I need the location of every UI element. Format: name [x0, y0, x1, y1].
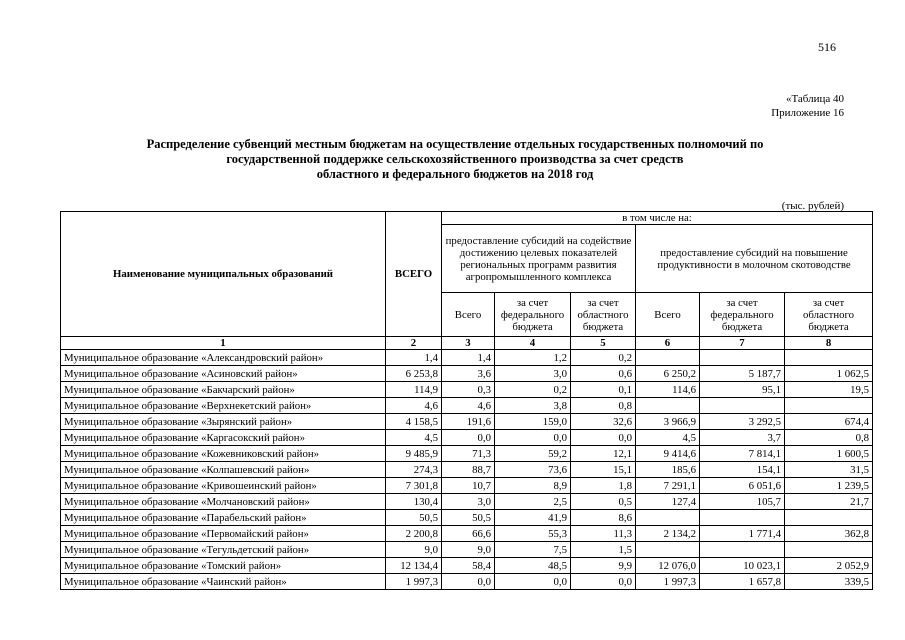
- group2-total-header: Всего: [636, 293, 700, 337]
- table-row: [61, 398, 873, 414]
- table-reference: «Таблица 40: [785, 93, 844, 105]
- value-cell: 55,3: [495, 526, 571, 542]
- municipality-name-cell: Муниципальное образование «Александровский район»: [61, 350, 386, 366]
- municipality-name-cell: Муниципальное образование «Молчановский район»: [61, 494, 386, 510]
- municipality-name-cell: Муниципальное образование «Первомайский район»: [61, 526, 386, 542]
- value-cell: 3,8: [495, 398, 571, 414]
- table-row: [61, 574, 873, 590]
- value-cell: 73,6: [495, 462, 571, 478]
- subvention-table: [60, 211, 873, 590]
- value-cell: 159,0: [495, 414, 571, 430]
- value-cell: 32,6: [571, 414, 636, 430]
- value-cell: [700, 350, 785, 366]
- value-cell: 3 966,9: [636, 414, 700, 430]
- title-line-1: Распределение субвенций местным бюджетам на осуществление отдельных государственных полномочий по: [146, 137, 764, 151]
- value-cell: 0,8: [785, 430, 873, 446]
- value-cell: 0,6: [571, 366, 636, 382]
- table-row: [61, 414, 873, 430]
- value-cell: 7 291,1: [636, 478, 700, 494]
- title-line-2: государственной поддержке сельскохозяйственного производства за счет средств: [226, 152, 684, 166]
- municipality-name-cell: Муниципальное образование «Тегульдетский район»: [61, 542, 386, 558]
- value-cell: 10 023,1: [700, 558, 785, 574]
- value-cell: 5 187,7: [700, 366, 785, 382]
- value-cell: 71,3: [442, 446, 495, 462]
- page-number: 516: [818, 40, 836, 54]
- group-dairy-header: предоставление субсидий на повышение продуктивности в молочном скотоводстве: [636, 225, 873, 293]
- value-cell: 58,4: [442, 558, 495, 574]
- group-agro-header: предоставление субсидий на содействие достижению целевых показателей региональных программ развития агропромышленного комплекса: [442, 225, 636, 293]
- municipality-name-cell: Муниципальное образование «Каргасокский район»: [61, 430, 386, 446]
- group1-regional-header: за счет областного бюджета: [571, 293, 636, 337]
- column-number: 7: [700, 337, 785, 350]
- value-cell: 4,6: [386, 398, 442, 414]
- appendix-block: [771, 92, 844, 120]
- value-cell: [636, 542, 700, 558]
- value-cell: 6 051,6: [700, 478, 785, 494]
- value-cell: 7 301,8: [386, 478, 442, 494]
- value-cell: 130,4: [386, 494, 442, 510]
- value-cell: 12,1: [571, 446, 636, 462]
- document-title: [60, 137, 850, 182]
- table-row: [61, 526, 873, 542]
- value-cell: 41,9: [495, 510, 571, 526]
- value-cell: 0,5: [571, 494, 636, 510]
- value-cell: [636, 350, 700, 366]
- value-cell: 4 158,5: [386, 414, 442, 430]
- value-cell: 3,0: [495, 366, 571, 382]
- column-number: 4: [495, 337, 571, 350]
- table-row: [61, 494, 873, 510]
- value-cell: 185,6: [636, 462, 700, 478]
- value-cell: 15,1: [571, 462, 636, 478]
- group1-federal-header: за счет федерального бюджета: [495, 293, 571, 337]
- column-number-row: [61, 337, 873, 350]
- municipality-name-cell: Муниципальное образование «Томский район»: [61, 558, 386, 574]
- value-cell: 3 292,5: [700, 414, 785, 430]
- value-cell: 274,3: [386, 462, 442, 478]
- title-line-3: областного и федерального бюджетов на 2018 год: [316, 167, 594, 181]
- value-cell: 95,1: [700, 382, 785, 398]
- value-cell: 8,9: [495, 478, 571, 494]
- value-cell: 12 076,0: [636, 558, 700, 574]
- value-cell: 114,6: [636, 382, 700, 398]
- value-cell: 0,1: [571, 382, 636, 398]
- value-cell: 7 814,1: [700, 446, 785, 462]
- value-cell: 4,5: [636, 430, 700, 446]
- total-column-header: ВСЕГО: [386, 212, 442, 337]
- value-cell: 12 134,4: [386, 558, 442, 574]
- value-cell: [700, 398, 785, 414]
- value-cell: 6 253,8: [386, 366, 442, 382]
- value-cell: 1,4: [386, 350, 442, 366]
- value-cell: 48,5: [495, 558, 571, 574]
- value-cell: 0,2: [495, 382, 571, 398]
- municipality-name-cell: Муниципальное образование «Зырянский район»: [61, 414, 386, 430]
- municipality-name-cell: Муниципальное образование «Колпашевский район»: [61, 462, 386, 478]
- value-cell: 1 062,5: [785, 366, 873, 382]
- value-cell: 7,5: [495, 542, 571, 558]
- group2-regional-header: за счет областного бюджета: [785, 293, 873, 337]
- value-cell: 0,0: [571, 574, 636, 590]
- value-cell: 105,7: [700, 494, 785, 510]
- value-cell: 1 657,8: [700, 574, 785, 590]
- value-cell: 9,0: [442, 542, 495, 558]
- value-cell: 1 600,5: [785, 446, 873, 462]
- value-cell: [785, 350, 873, 366]
- table-row: [61, 430, 873, 446]
- value-cell: 1,8: [571, 478, 636, 494]
- municipality-name-cell: Муниципальное образование «Парабельский район»: [61, 510, 386, 526]
- appendix-reference: Приложение 16: [771, 107, 844, 119]
- value-cell: 9 414,6: [636, 446, 700, 462]
- value-cell: 10,7: [442, 478, 495, 494]
- group2-federal-header: за счет федерального бюджета: [700, 293, 785, 337]
- value-cell: 1 239,5: [785, 478, 873, 494]
- column-number: 3: [442, 337, 495, 350]
- value-cell: 2 052,9: [785, 558, 873, 574]
- table-row: [61, 350, 873, 366]
- value-cell: 2 134,2: [636, 526, 700, 542]
- value-cell: 1 771,4: [700, 526, 785, 542]
- column-number: 8: [785, 337, 873, 350]
- value-cell: 4,5: [386, 430, 442, 446]
- table-row: [61, 366, 873, 382]
- municipality-name-cell: Муниципальное образование «Кривошеинский район»: [61, 478, 386, 494]
- value-cell: 0,8: [571, 398, 636, 414]
- value-cell: 0,2: [571, 350, 636, 366]
- value-cell: 88,7: [442, 462, 495, 478]
- municipality-name-cell: Муниципальное образование «Бакчарский район»: [61, 382, 386, 398]
- value-cell: 339,5: [785, 574, 873, 590]
- value-cell: 19,5: [785, 382, 873, 398]
- value-cell: 1,2: [495, 350, 571, 366]
- name-column-header: Наименование муниципальных образований: [61, 212, 386, 337]
- table-row: [61, 510, 873, 526]
- value-cell: 0,0: [442, 430, 495, 446]
- including-header: в том числе на:: [442, 212, 873, 225]
- municipality-name-cell: Муниципальное образование «Асиновский район»: [61, 366, 386, 382]
- municipality-name-cell: Муниципальное образование «Чаинский район»: [61, 574, 386, 590]
- value-cell: 50,5: [386, 510, 442, 526]
- value-cell: 0,3: [442, 382, 495, 398]
- value-cell: [636, 510, 700, 526]
- value-cell: 1 997,3: [386, 574, 442, 590]
- value-cell: 4,6: [442, 398, 495, 414]
- value-cell: [785, 398, 873, 414]
- table-row: [61, 478, 873, 494]
- column-number: 6: [636, 337, 700, 350]
- units-label: (тыс. рублей): [781, 200, 844, 212]
- value-cell: [785, 510, 873, 526]
- table-row: [61, 446, 873, 462]
- value-cell: [636, 398, 700, 414]
- value-cell: 3,0: [442, 494, 495, 510]
- column-number: 2: [386, 337, 442, 350]
- municipality-name-cell: Муниципальное образование «Кожевниковский район»: [61, 446, 386, 462]
- value-cell: 2 200,8: [386, 526, 442, 542]
- value-cell: 59,2: [495, 446, 571, 462]
- value-cell: 21,7: [785, 494, 873, 510]
- table-body: [61, 350, 873, 590]
- value-cell: 9,9: [571, 558, 636, 574]
- value-cell: 2,5: [495, 494, 571, 510]
- group1-total-header: Всего: [442, 293, 495, 337]
- value-cell: [700, 510, 785, 526]
- value-cell: 191,6: [442, 414, 495, 430]
- value-cell: 9,0: [386, 542, 442, 558]
- column-number: 5: [571, 337, 636, 350]
- value-cell: 0,0: [442, 574, 495, 590]
- table-row: [61, 558, 873, 574]
- municipality-name-cell: Муниципальное образование «Верхнекетский район»: [61, 398, 386, 414]
- value-cell: 0,0: [495, 574, 571, 590]
- value-cell: [700, 542, 785, 558]
- value-cell: 11,3: [571, 526, 636, 542]
- column-number: 1: [61, 337, 386, 350]
- table-row: [61, 382, 873, 398]
- value-cell: 674,4: [785, 414, 873, 430]
- value-cell: 362,8: [785, 526, 873, 542]
- value-cell: 8,6: [571, 510, 636, 526]
- value-cell: [785, 542, 873, 558]
- value-cell: 1,4: [442, 350, 495, 366]
- value-cell: 127,4: [636, 494, 700, 510]
- value-cell: 9 485,9: [386, 446, 442, 462]
- value-cell: 3,6: [442, 366, 495, 382]
- value-cell: 6 250,2: [636, 366, 700, 382]
- table-row: [61, 542, 873, 558]
- value-cell: 1 997,3: [636, 574, 700, 590]
- value-cell: 0,0: [495, 430, 571, 446]
- value-cell: 114,9: [386, 382, 442, 398]
- value-cell: 1,5: [571, 542, 636, 558]
- value-cell: 50,5: [442, 510, 495, 526]
- value-cell: 3,7: [700, 430, 785, 446]
- value-cell: 0,0: [571, 430, 636, 446]
- value-cell: 31,5: [785, 462, 873, 478]
- value-cell: 154,1: [700, 462, 785, 478]
- table-row: [61, 462, 873, 478]
- value-cell: 66,6: [442, 526, 495, 542]
